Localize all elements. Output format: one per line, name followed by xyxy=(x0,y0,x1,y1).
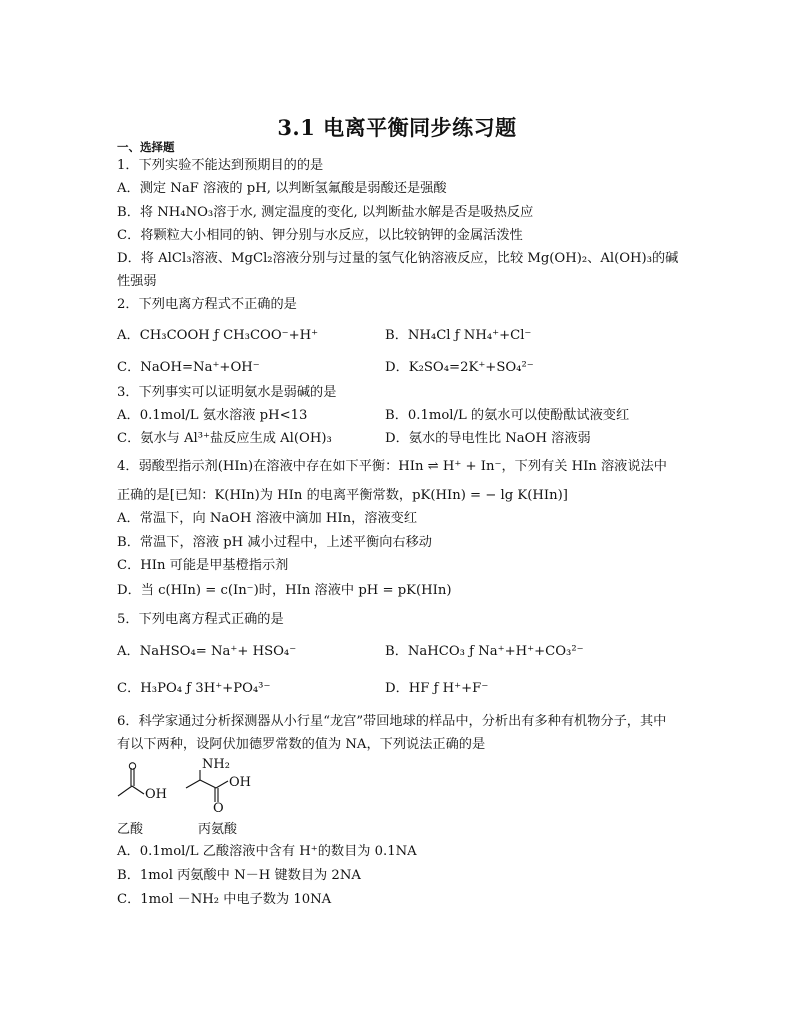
q3-option-a: A．0.1mol/L 氨水溶液 pH<13 xyxy=(117,408,308,423)
q2-option-c: C．NaOH=Na⁺+OH⁻ xyxy=(117,360,260,375)
q6-stem: 6．科学家通过分析探测器从小行星“龙宫”带回地球的样品中，分析出有多种有机物分子，其中 xyxy=(117,714,667,729)
q4-stem: 4．弱酸型指示剂(HIn)在溶液中存在如下平衡：HIn ⇌ H⁺ + In⁻，下列有关 HIn 溶液说法中 xyxy=(117,459,667,474)
q3-option-d: D．氨水的导电性比 NaOH 溶液弱 xyxy=(385,431,591,446)
q3-option-b: B．0.1mol/L 的氨水可以使酚酞试液变红 xyxy=(385,408,630,423)
q4-option-b: B．常温下，溶液 pH 减小过程中，上述平衡向右移动 xyxy=(117,535,432,550)
page-title: 3.1 电离平衡同步练习题 xyxy=(277,115,517,140)
q1-option-c: C．将颗粒大小相同的钠、钾分别与水反应，以比较钠钾的金属活泼性 xyxy=(117,228,523,243)
q5-stem: 5．下列电离方程式正确的是 xyxy=(117,612,284,627)
alanine-oh: OH xyxy=(229,775,251,790)
q4-stem-cont: 正确的是[已知：K(HIn)为 HIn 的电离平衡常数，pK(HIn) = − lg K(HIn)] xyxy=(117,488,568,503)
q1-option-b: B．将 NH₄NO₃溶于水, 测定温度的变化, 以判断盐水解是否是吸热反应 xyxy=(117,205,534,220)
q3-option-c: C．氨水与 Al³⁺盐反应生成 Al(OH)₃ xyxy=(117,431,332,446)
q6-stem-cont: 有以下两种，设阿伏加德罗常数的值为 NA，下列说法正确的是 xyxy=(117,737,486,752)
acetic-acid-oh: OH xyxy=(145,787,167,802)
q5-option-d: D．HF ƒ H⁺+F⁻ xyxy=(385,681,489,696)
q1-option-a: A．测定 NaF 溶液的 pH, 以判断氢氟酸是弱酸还是强酸 xyxy=(117,181,447,196)
q5-option-a: A．NaHSO₄= Na⁺+ HSO₄⁻ xyxy=(117,644,297,659)
q1-stem: 1．下列实验不能达到预期目的的是 xyxy=(117,158,324,173)
q3-stem: 3．下列事实可以证明氨水是弱碱的是 xyxy=(117,385,337,400)
q2-option-d: D．K₂SO₄=2K⁺+SO₄²⁻ xyxy=(385,360,534,375)
q6-option-c: C．1mol －NH₂ 中电子数为 10NA xyxy=(117,892,332,907)
q6-option-b: B．1mol 丙氨酸中 N－H 键数目为 2NA xyxy=(117,868,361,883)
q5-option-c: C．H₃PO₄ ƒ 3H⁺+PO₄³⁻ xyxy=(117,681,271,696)
q4-option-a: A．常温下，向 NaOH 溶液中滴加 HIn，溶液变红 xyxy=(117,511,418,526)
alanine-nh2: NH₂ xyxy=(202,757,230,772)
q4-option-d: D．当 c(HIn) = c(In⁻)时，HIn 溶液中 pH = pK(HIn) xyxy=(117,583,452,598)
alanine-label: 丙氨酸 xyxy=(198,822,238,837)
q1-option-d-cont: 性强弱 xyxy=(117,274,157,289)
q2-stem: 2．下列电离方程式不正确的是 xyxy=(117,297,297,312)
section-heading: 一、选择题 xyxy=(117,140,175,154)
q4-option-c: C．HIn 可能是甲基橙指示剂 xyxy=(117,558,289,573)
q1-option-d: D．将 AlCl₃溶液、MgCl₂溶液分别与过量的氢气化钠溶液反应，比较 Mg(OH)₂、Al(OH)₃的碱 xyxy=(117,251,679,266)
acetic-acid-label: 乙酸 xyxy=(117,822,144,837)
q2-option-b: B．NH₄Cl ƒ NH₄⁺+Cl⁻ xyxy=(385,328,532,343)
alanine-o: O xyxy=(213,801,224,816)
q6-option-a: A．0.1mol/L 乙酸溶液中含有 H⁺的数目为 0.1NA xyxy=(117,844,417,859)
q2-option-a: A．CH₃COOH ƒ CH₃COO⁻+H⁺ xyxy=(117,328,319,343)
q5-option-b: B．NaHCO₃ ƒ Na⁺+H⁺+CO₃²⁻ xyxy=(385,644,584,659)
